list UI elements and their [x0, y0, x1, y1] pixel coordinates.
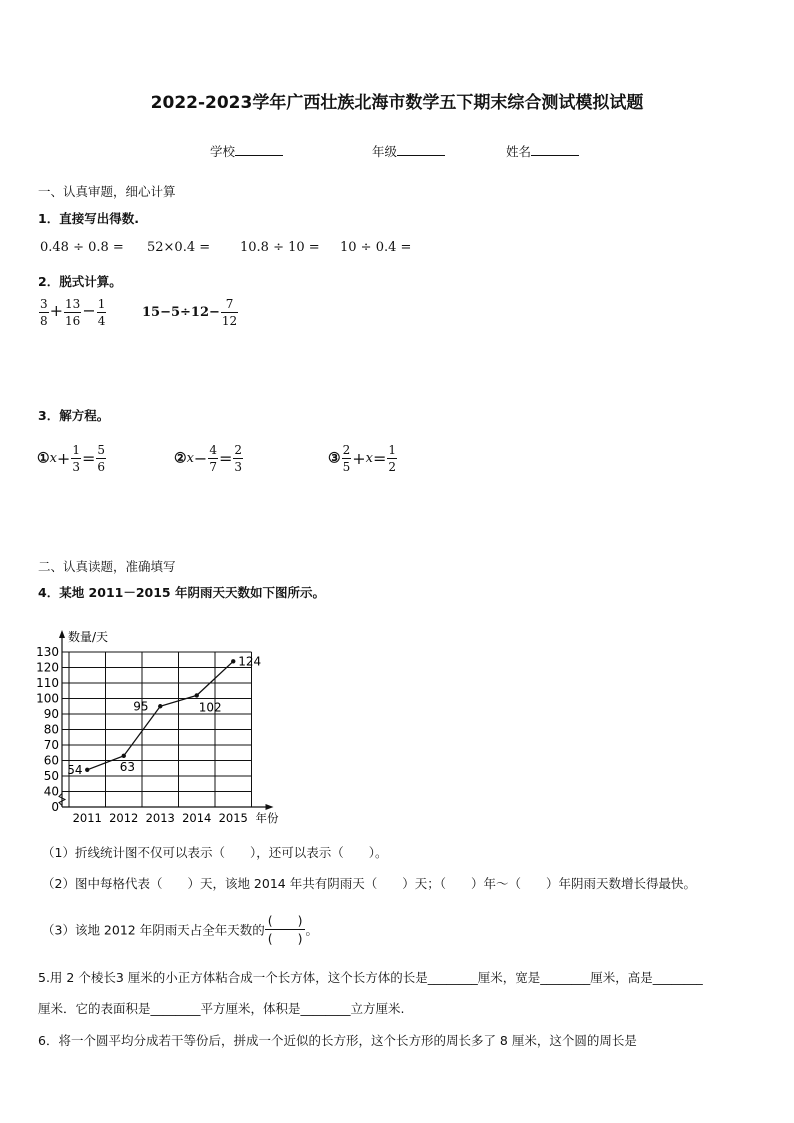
y-tick-label: 100 [36, 691, 59, 706]
q4-sub-2: （2）图中每格代表（ ）天，该地 2014 年共有阴雨天（ ）天；（ ）年～（ ）年阴雨天数增长得最快。 [42, 876, 696, 891]
section-2-heading: 二、认真读题，准确填写 [38, 559, 176, 574]
q2-expression-1 [38, 296, 107, 329]
q6-line-1: 6．将一个圆平均分成若干等份后，拼成一个近似的长方形，这个长方形的周长多了 8 厘米，这个圆的周长是 [38, 1033, 637, 1048]
q3-label: 3．解方程。 [38, 408, 110, 423]
equation-2: ②x− $\frac{4}{7}$ = $\frac{2}{3}$ [174, 443, 242, 474]
operator: + [49, 301, 64, 320]
data-label: 102 [198, 700, 222, 715]
x-tick-label: 2013 [145, 811, 175, 825]
data-point [195, 693, 199, 697]
x-axis-arrow [266, 804, 274, 810]
data-point [85, 768, 89, 772]
q1-item-1: 0.48 ÷ 0.8 = [40, 240, 124, 255]
y-tick-label: 0 [51, 800, 59, 814]
school-label: 学校 [210, 144, 236, 159]
grade-field [372, 142, 445, 160]
y-tick-label: 90 [43, 707, 59, 721]
y-tick-label: 80 [43, 722, 59, 737]
q2-label: 2．脱式计算。 [38, 274, 122, 289]
x-axis-label: 年份 [255, 811, 279, 825]
expression-prefix: 15−5÷12− [142, 305, 220, 320]
y-tick-label: 130 [36, 645, 59, 659]
q5-line-1: 5.用 2 个棱长3 厘米的小正方体粘合成一个长方体，这个长方体的长是________厘米，宽是________厘米，高是________ [38, 970, 703, 985]
data-label: 95 [133, 699, 149, 714]
grade-blank [397, 143, 445, 156]
x-tick-label: 2011 [72, 811, 102, 825]
q1-item-2: 52×0.4 = [147, 240, 211, 255]
data-point [231, 659, 235, 663]
data-label: 54 [67, 762, 83, 777]
series-line [87, 661, 233, 770]
fraction: $\frac{3}{8}$ [40, 297, 48, 328]
q2-expression-2 [142, 296, 239, 329]
data-point [158, 704, 162, 708]
section-1-heading: 一、认真审题，细心计算 [38, 184, 176, 199]
name-label: 姓名 [506, 144, 532, 159]
fraction: $\frac{7}{12}$ [221, 297, 238, 328]
x-tick-label: 2014 [182, 811, 212, 825]
school-field [210, 142, 283, 160]
equation-1: ①x+ $\frac{1}{3}$ = $\frac{5}{6}$ [37, 443, 105, 474]
page-title: 2022-2023学年广西壮族北海市数学五下期末综合测试模拟试题 [150, 93, 644, 113]
operator: − [82, 301, 96, 320]
q1-label: 1．直接写出得数. [38, 211, 139, 226]
q4-sub-1: （1）折线统计图不仅可以表示（ ），还可以表示（ ）。 [42, 845, 388, 860]
y-tick-label: 70 [43, 738, 59, 752]
name-blank [531, 143, 579, 156]
fraction: $\frac{13}{16}$ [65, 297, 81, 328]
x-tick-label: 2012 [109, 811, 139, 825]
q1-item-3: 10.8 ÷ 10 = [240, 240, 320, 255]
data-label: 63 [119, 759, 136, 774]
rainy-days-line-chart [30, 620, 320, 830]
y-tick-label: 50 [43, 769, 59, 783]
x-tick-label: 2015 [218, 811, 248, 825]
y-axis-label: 数量/天 [68, 630, 109, 644]
school-blank [235, 143, 283, 156]
y-tick-label: 60 [43, 753, 59, 768]
y-axis-arrow [59, 630, 65, 638]
q4-label: 4．某地 2011－2015 年阴雨天天数如下图所示。 [38, 585, 325, 600]
data-point [122, 754, 126, 758]
grade-label: 年级 [372, 144, 398, 159]
q5-line-2: 厘米．它的表面积是________平方厘米，体积是________立方厘米. [38, 1001, 405, 1016]
q1-item-4: 10 ÷ 0.4 = [340, 240, 412, 255]
y-tick-label: 40 [43, 784, 59, 799]
equation-3: ③ $\frac{2}{5}$ +x= $\frac{1}{2}$ [328, 443, 396, 474]
fraction: $\frac{1}{4}$ [97, 297, 106, 328]
data-label: 124 [238, 654, 262, 669]
q4-sub-3: （3）该地 2012 年阴雨天占全年天数的 $\frac{( )}{( )}$。 [42, 913, 318, 946]
name-field [506, 142, 579, 160]
y-tick-label: 110 [36, 676, 59, 690]
y-tick-label: 120 [36, 660, 59, 675]
answer-fraction: $\frac{( )}{( )}$ [265, 912, 306, 947]
